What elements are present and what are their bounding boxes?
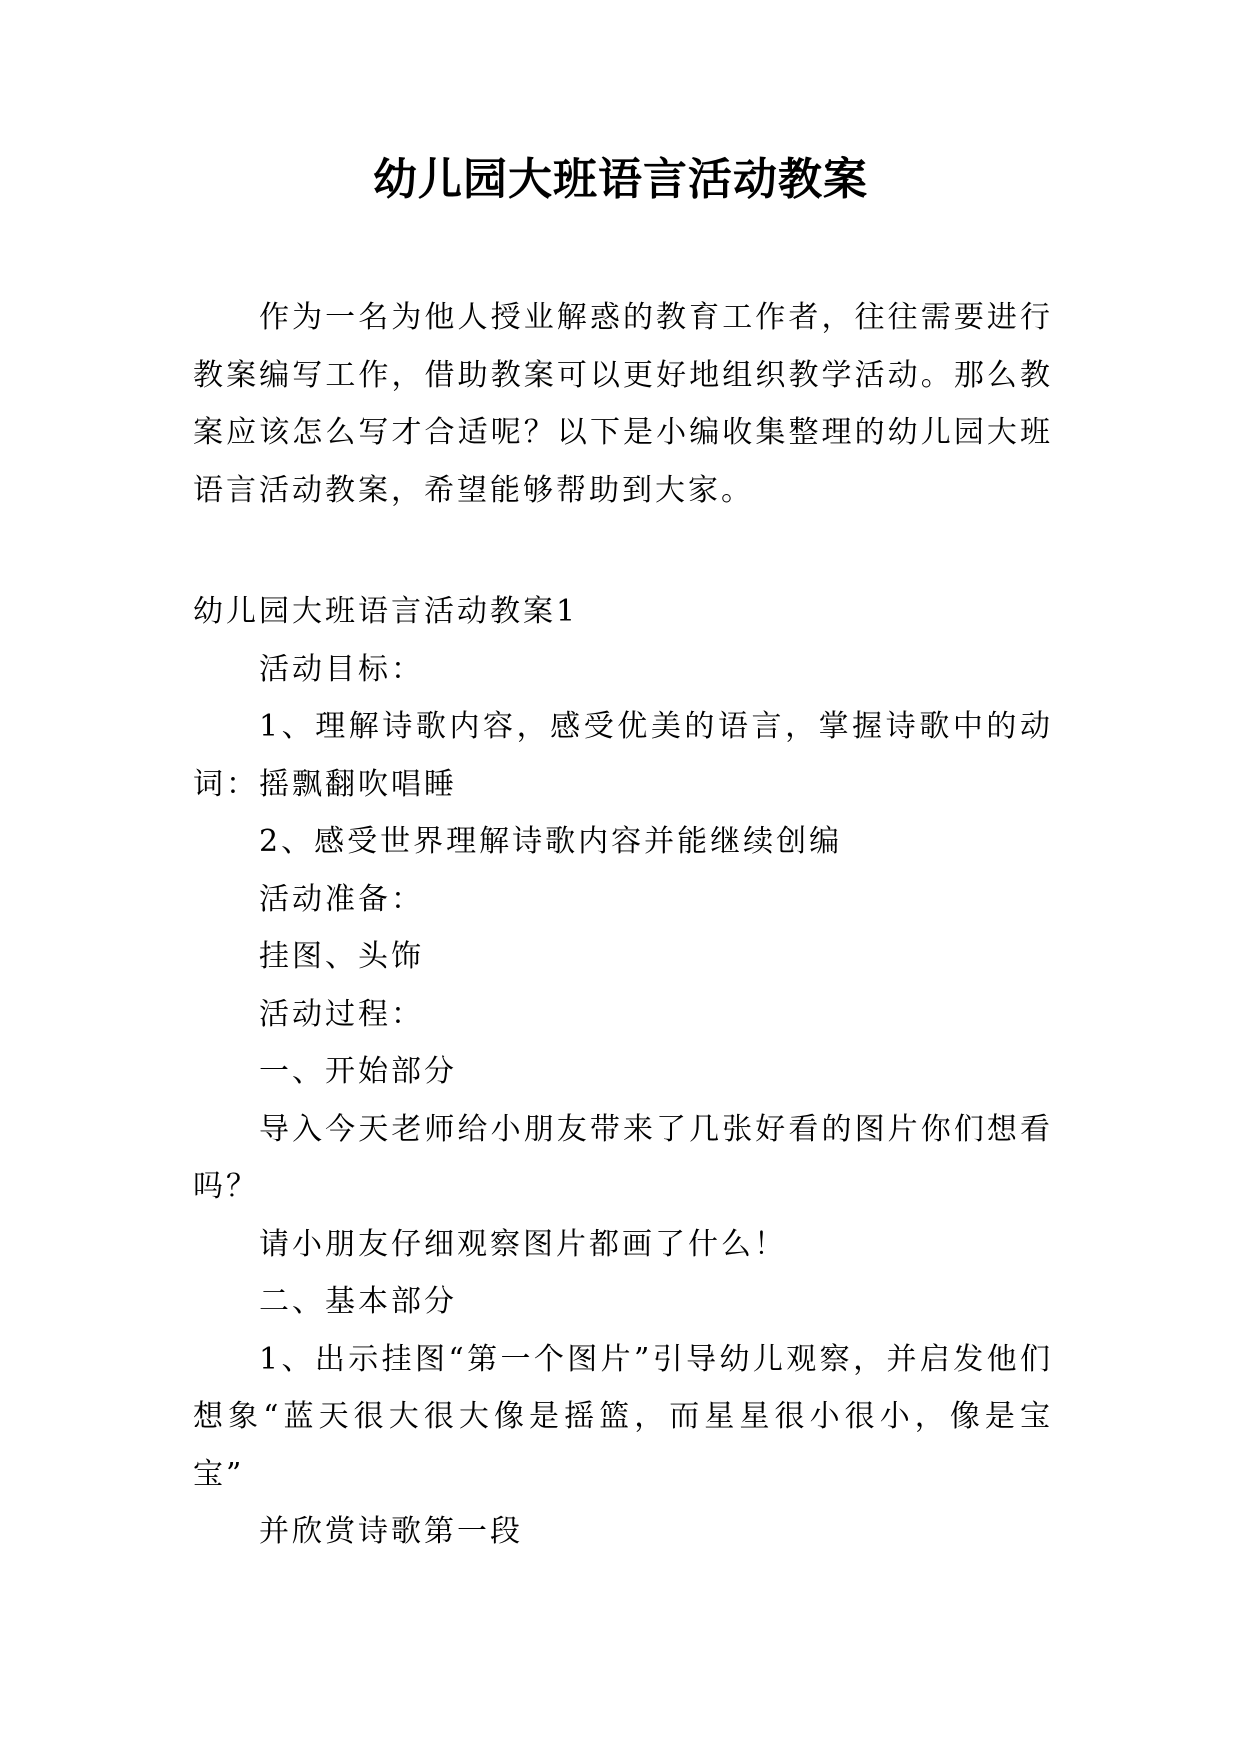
paragraph-prep-items: 挂图、头饰: [259, 939, 424, 974]
intro-paragraph: 作为一名为他人授业解惑的教育工作者，往往需要进行教案编写工作，借助教案可以更好地组织教学活动。那么教案应该怎么写才合适呢？以下是小编收集整理的幼儿园大班语言活动教案，希望能够帮助到大家。: [193, 300, 1053, 508]
document-title: 幼儿园大班语言活动教案: [373, 154, 868, 205]
section-heading: 幼儿园大班语言活动教案1: [193, 594, 579, 629]
paragraph-goal-2: 2、感受世界理解诗歌内容并能继续创编: [259, 824, 843, 859]
paragraph-process-heading: 活动过程：: [259, 996, 424, 1032]
document-content: [193, 583, 1053, 1561]
paragraph-goal-1: 1、理解诗歌内容，感受优美的语言，掌握诗歌中的动词：摇飘翻吹唱睡: [193, 709, 1053, 802]
paragraph-goals-heading: 活动目标：: [259, 651, 424, 687]
paragraph-intro-activity: 导入今天老师给小朋友带来了几张好看的图片你们想看吗？: [193, 1111, 1053, 1204]
paragraph-part-two: 二、基本部分: [259, 1284, 457, 1319]
paragraph-prep-heading: 活动准备：: [259, 881, 424, 917]
paragraph-part-one: 一、开始部分: [259, 1054, 457, 1089]
paragraph-appreciate: 并欣赏诗歌第一段: [259, 1514, 523, 1549]
paragraph-observe: 请小朋友仔细观察图片都画了什么！: [259, 1226, 787, 1262]
paragraph-show-picture: 1、出示挂图“第一个图片”引导幼儿观察，并启发他们想象“蓝天很大很大像是摇篮，而星星很小很小，像是宝宝”: [193, 1341, 1053, 1492]
